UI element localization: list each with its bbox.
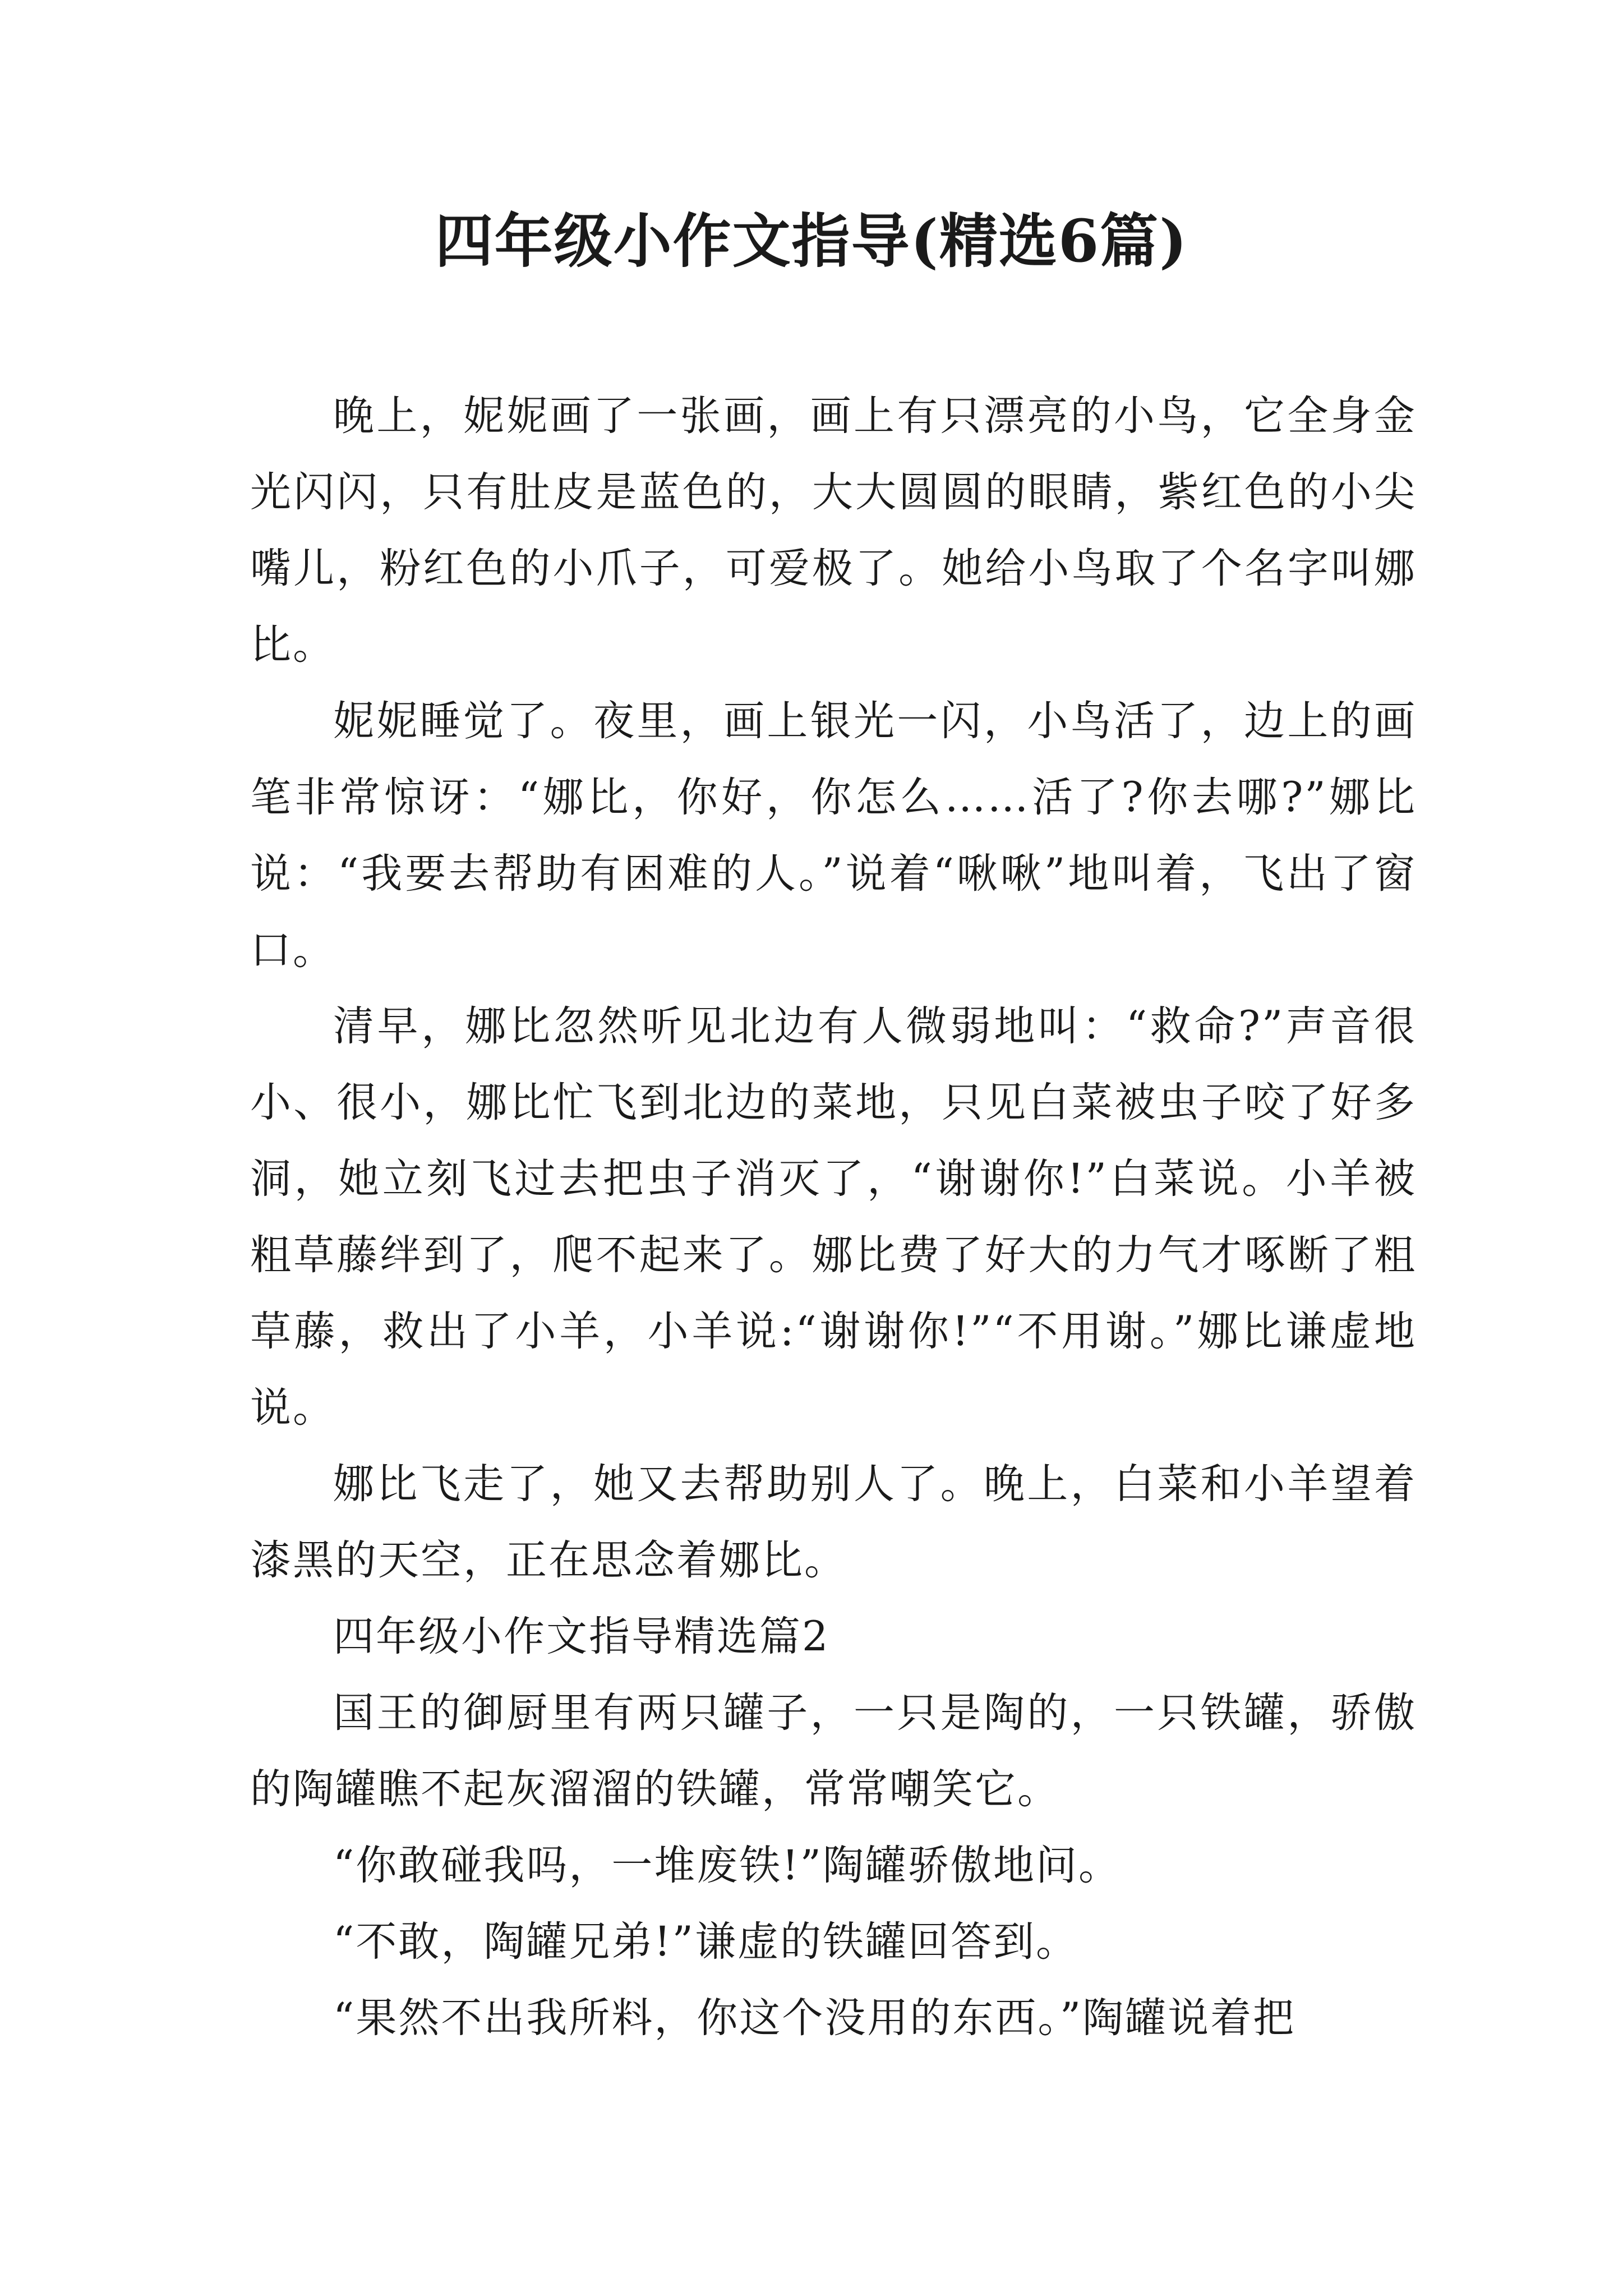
page-title: 四年级小作文指导(精选6篇) <box>435 206 1188 275</box>
paragraph: 清早，娜比忽然听见北边有人微弱地叫：“救命?”声音很小、很小，娜比忙飞到北边的菜地，只见白菜被虫子咬了好多洞，她立刻飞过去把虫子消灭了，“谢谢你!”白菜说。小羊被粗草藤绊到了，爬不起来了。娜比费了好大的力气才啄断了粗草藤，救出了小羊，小羊说:“谢谢你!”“不用谢。”娜比谦虚地说。 <box>250 1002 1417 1432</box>
article-body <box>250 378 1417 2056</box>
paragraph: “果然不出我所料，你这个没用的东西。”陶罐说着把 <box>333 1994 1296 2042</box>
paragraph: 晚上，妮妮画了一张画，画上有只漂亮的小鸟，它全身金光闪闪，只有肚皮是蓝色的，大大圆圆的眼睛，紫红色的小尖嘴儿，粉红色的小爪子，可爱极了。她给小鸟取了个名字叫娜比。 <box>250 392 1417 669</box>
paragraph: “你敢碰我吗，一堆废铁!”陶罐骄傲地问。 <box>333 1842 1121 1889</box>
paragraph: 国王的御厨里有两只罐子，一只是陶的，一只铁罐，骄傲的陶罐瞧不起灰溜溜的铁罐，常常嘲笑它。 <box>250 1689 1417 1813</box>
paragraph: “不敢，陶罐兄弟!”谦虚的铁罐回答到。 <box>333 1918 1078 1966</box>
section-heading: 四年级小作文指导精选篇2 <box>333 1613 830 1660</box>
paragraph: 娜比飞走了，她又去帮助别人了。晚上，白菜和小羊望着漆黑的天空，正在思念着娜比。 <box>250 1460 1417 1584</box>
paragraph: 妮妮睡觉了。夜里，画上银光一闪，小鸟活了，边上的画笔非常惊讶：“娜比，你好，你怎么……活了?你去哪?”娜比说：“我要去帮助有困难的人。”说着“啾啾”地叫着，飞出了窗口。 <box>250 697 1417 974</box>
